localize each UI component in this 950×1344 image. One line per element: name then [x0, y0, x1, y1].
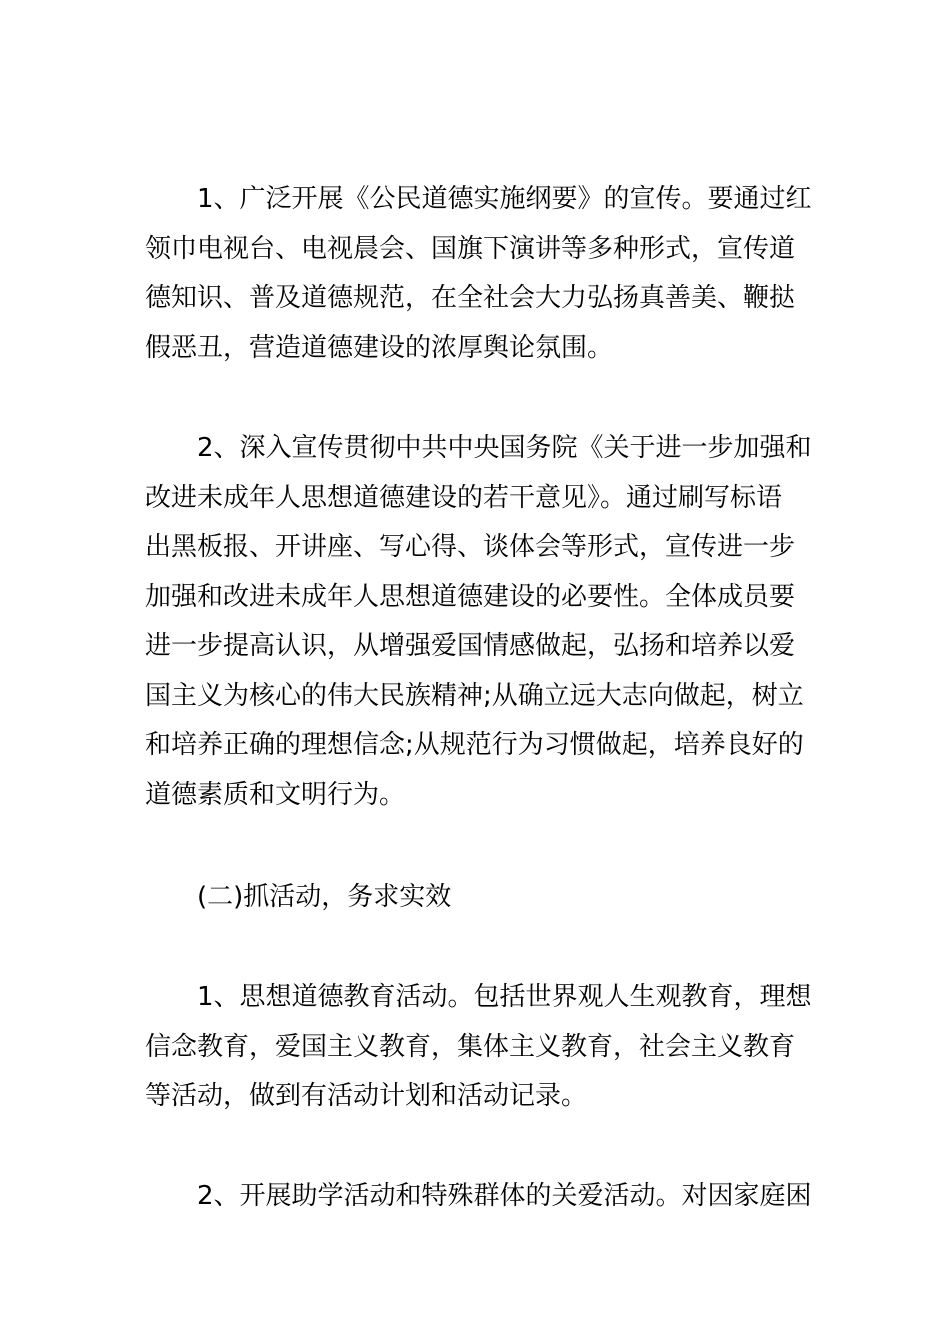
paragraph-4	[145, 1172, 810, 1222]
text-line: 德知识、普及道德规范，在全社会大力弘扬真善美、鞭挞	[145, 283, 796, 313]
text-line: 改进未成年人思想道德建设的若干意见》。通过刷写标语	[145, 482, 783, 513]
text-line: 2、深入宣传贯彻中共中央国务院《关于进一步加强和	[197, 433, 812, 463]
text-line: 等活动，做到有活动计划和活动记录。	[145, 1081, 588, 1111]
text-line: 国主义为核心的伟大民族精神;从确立远大志向做起，树立	[145, 680, 804, 711]
text-line: 信念教育，爱国主义教育，集体主义教育，社会主义教育	[145, 1031, 796, 1062]
section-heading	[145, 873, 810, 923]
text-line: 道德素质和文明行为。	[145, 779, 406, 810]
paragraph-2	[145, 424, 810, 820]
text-line: 领巾电视台、电视晨会、国旗下演讲等多种形式，宣传道	[145, 233, 796, 264]
text-line: 出黑板报、开讲座、写心得、谈体会等形式，宣传进一步	[145, 532, 796, 562]
text-line: 和培养正确的理想信念;从规范行为习惯做起，培养良好的	[145, 730, 804, 760]
text-line: 2、开展助学活动和特殊群体的关爱活动。对因家庭困	[197, 1181, 812, 1211]
text-line: 加强和改进未成年人思想道德建设的必要性。全体成员要	[145, 581, 796, 612]
text-line: 进一步提高认识，从增强爱国情感做起，弘扬和培养以爱	[145, 631, 796, 661]
paragraph-3	[145, 973, 810, 1122]
heading-line: (二)抓活动，务求实效	[197, 882, 452, 912]
text-line: 1、思想道德教育活动。包括世界观人生观教育，理想	[197, 982, 812, 1012]
text-line: 1、广泛开展《公民道德实施纲要》的宣传。要通过红	[197, 184, 812, 214]
paragraph-1	[145, 175, 810, 373]
text-line: 假恶丑，营造道德建设的浓厚舆论氛围。	[145, 332, 614, 363]
